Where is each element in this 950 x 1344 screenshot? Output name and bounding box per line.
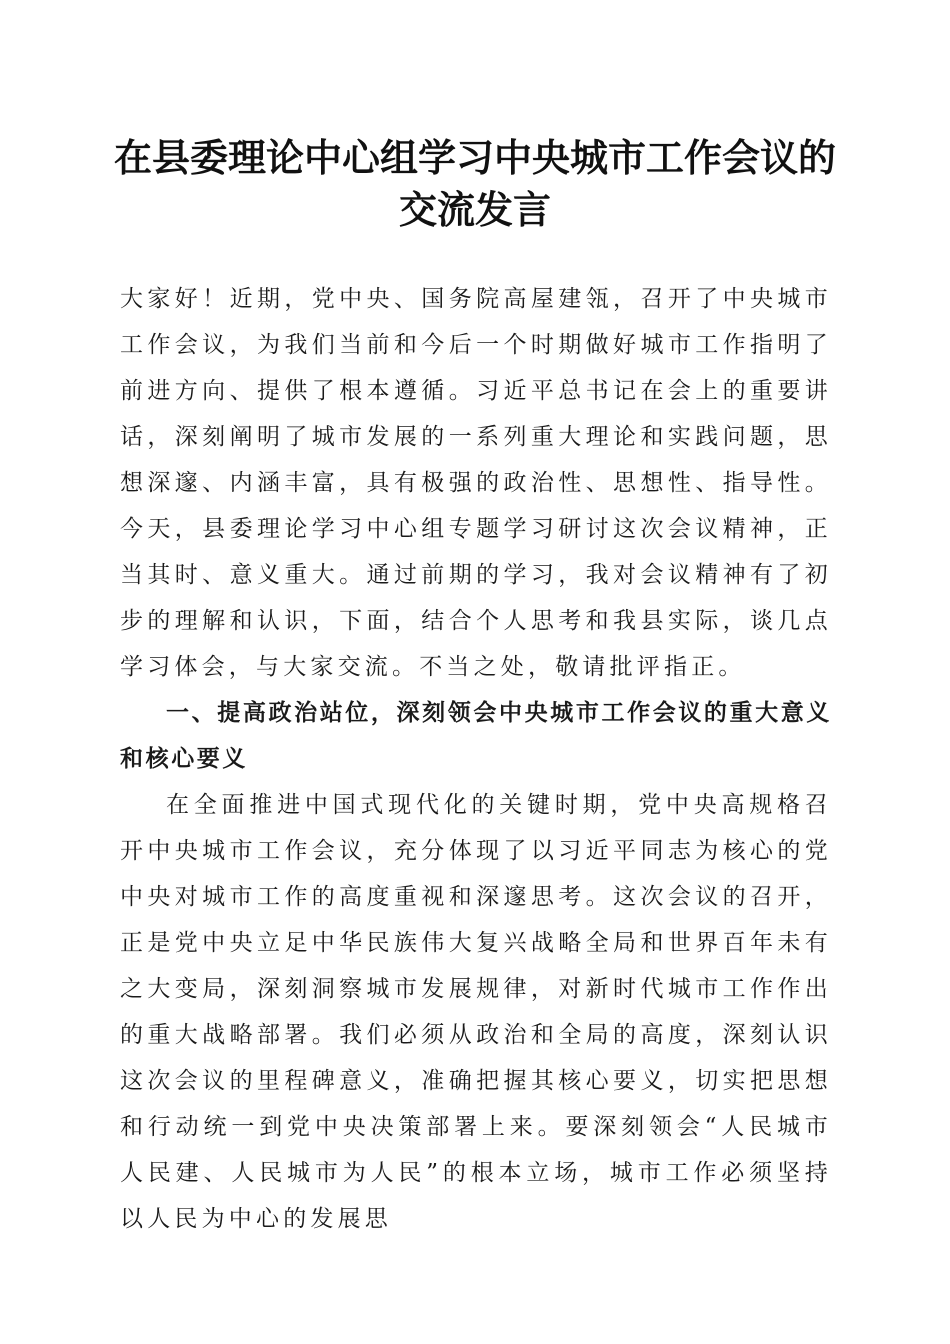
opening-paragraph: 大家好！近期，党中央、国务院高屋建瓴，召开了中央城市工作会议，为我们当前和今后一个时期做好城市工作指明了前进方向、提供了根本遵循。习近平总书记在会上的重要讲话，深刻阐明了城市发展的一系列重大理论和实践问题，思想深邃、内涵丰富，具有极强的政治性、思想性、指导性。今天，县委理论学习中心组专题学习研讨这次会议精神，正当其时、意义重大。通过前期的学习，我对会议精神有了初步的理解和认识，下面，结合个人思考和我县实际，谈几点学习体会，与大家交流。不当之处，敬请批评指正。 <box>120 286 832 680</box>
document-body <box>120 276 832 1242</box>
section-heading-1: 一、提高政治站位，深刻领会中央城市工作会议的重大意义和核心要义 <box>120 700 832 772</box>
body-paragraph: 在全面推进中国式现代化的关键时期，党中央高规格召开中央城市工作会议，充分体现了以习近平同志为核心的党中央对城市工作的高度重视和深邃思考。这次会议的召开，正是党中央立足中华民族伟大复兴战略全局和世界百年未有之大变局，深刻洞察城市发展规律，对新时代城市工作作出的重大战略部署。我们必须从政治和全局的高度，深刻认识这次会议的里程碑意义，准确把握其核心要义，切实把思想和行动统一到党中央决策部署上来。要深刻领会“人民城市人民建、人民城市为人民”的根本立场，城市工作必须坚持以人民为中心的发展思 <box>120 792 832 1232</box>
document-title: 在县委理论中心组学习中央城市工作会议的交流发言 <box>113 135 836 232</box>
